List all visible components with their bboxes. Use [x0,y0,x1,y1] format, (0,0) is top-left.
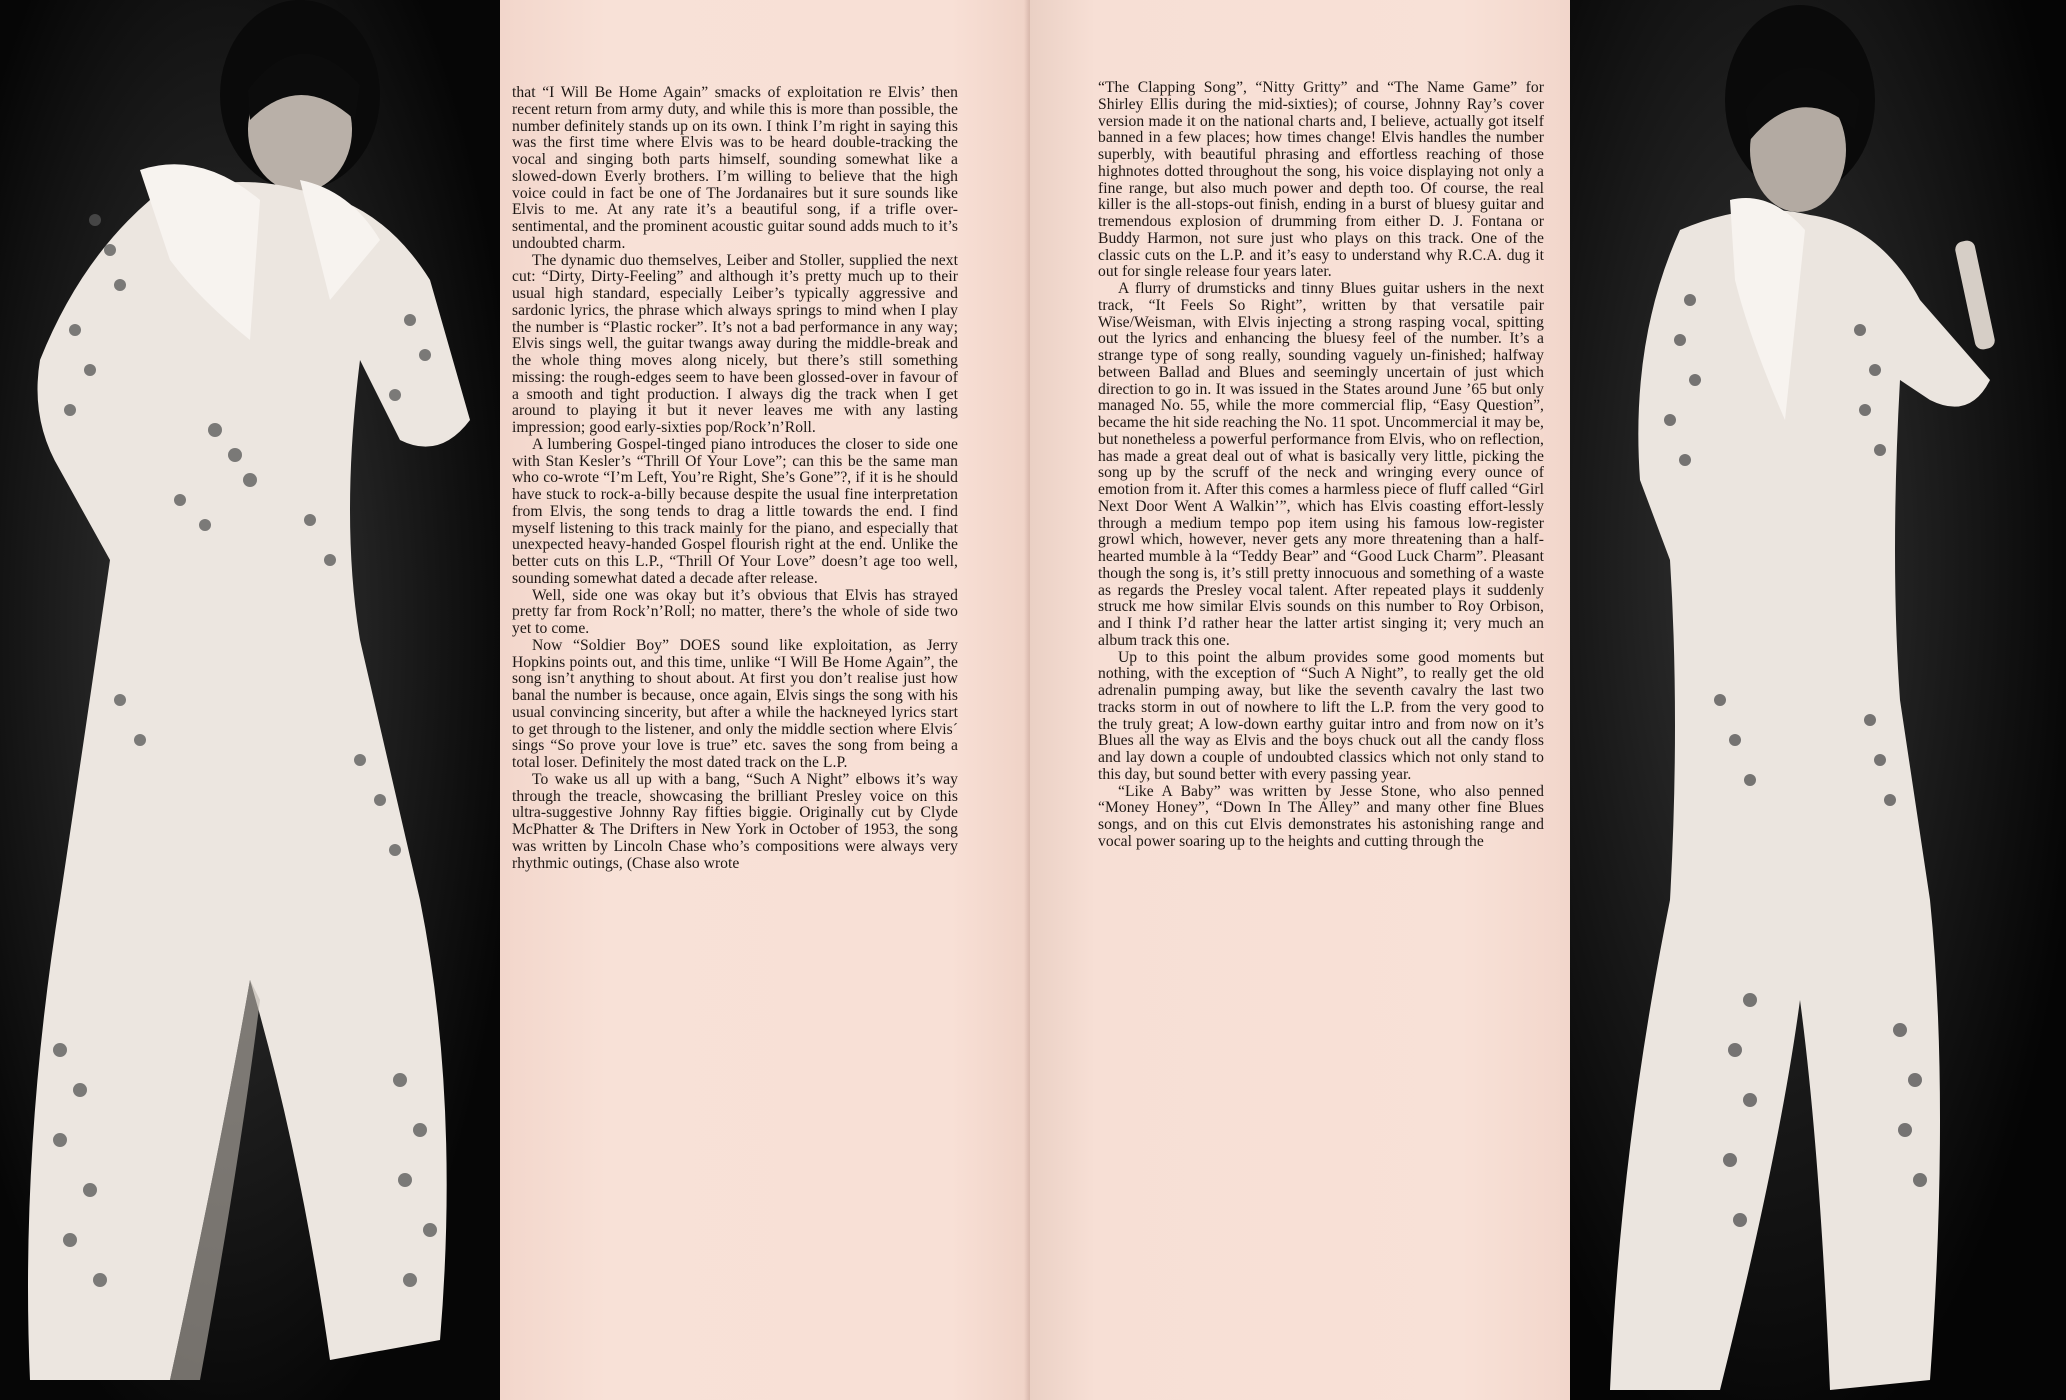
paragraph: that “I Will Be Home Again” smacks of exploitation re Elvis’ then recent return from army duty, and while this is more than possible, the number definitely stands up on its own. I think I’m right in saying this was the first time where Elvis was to be heard double-tracking the vocal and singing both parts himself, sounding somewhat like a slowed-down Everly brothers. I’m willing to believe that the high voice could in fact be one of The Jordanaires but it sure sounds like Elvis to me. At any rate it’s a beautiful song, if a trifle over-sentimental, and the prominent acoustic guitar sound adds much to it’s undoubted charm. [512,84,958,252]
paragraph: “Like A Baby” was written by Jesse Stone, who also penned “Money Honey”, “Down In The Alley” and many other fine Blues songs, and on this cut Elvis demonstrates his astonishing range and vocal power soaring up to the heights and cutting through the [1098,782,1544,850]
left-photo [0,0,500,1400]
performer-photo-right [1570,0,2066,1400]
paragraph: A lumbering Gospel-tinged piano introduces the closer to side one with Stan Kesler’s “Thrill Of Your Love”; can this be the same man who co-wrote “I’m Left, You’re Right, She’s Gone”?, if it is he should have stuck to rock-a-billy because despite the usual fine interpretation from Elvis, the song tends to drag a little towards the end. I find myself listening to this track mainly for the piano, and especially that unexpected heavy-handed Gospel flourish right at the end. Unlike the better cuts on this L.P., “Thrill Of Your Love” doesn’t age too well, sounding somewhat dated a decade after release. [512,435,958,587]
paragraph: A flurry of drumsticks and tinny Blues guitar ushers in the next track, “It Feels So Right”, written by that versatile pair Wise/Weisman, with Elvis injecting a strong rasping vocal, spitting out the lyrics and enhancing the bluesy feel of the number. It’s a strange type of song really, sounding vaguely un-finished; halfway between Ballad and Blues and seemingly uncertain of just which direction to go in. It was issued in the States around June ’65 but only managed No. 55, while the more commercial flip, “Easy Question”, became the hit side reaching the No. 11 spot. Uncommercial it may be, but nonetheless a powerful performance from Elvis, who on reflection, has made a great deal out of what is basically very little, picking the song up by the scruff of the neck and wringing every ounce of emotion from it. After this comes a harmless piece of fluff called “Girl Next Door Went A Walkin’”, which has Elvis coasting effort-lessly through a medium tempo pop item using his famous low-register growl which, however, never gets any more threatening than a half-hearted mumble à la “Teddy Bear” and “Good Luck Charm”. Pleasant though the song is, it’s still pretty innocuous and something of a waste as regards the Presley vocal talent. After repeated plays it suddenly struck me how similar Elvis sounds on this number to Roy Orbison, and I think I’d rather hear the latter artist singing it; very much an album track this one. [1098,280,1544,649]
performer-photo-left [0,0,500,1400]
right-text-column [1098,80,1544,851]
left-text-page [500,0,1030,1400]
paragraph: To wake us all up with a bang, “Such A Night” elbows it’s way through the treacle, showcasing the brilliant Presley voice on this ultra-suggestive Johnny Ray fifties biggie. Originally cut by Clyde McPhatter & The Drifters in New York in October of 1953, the song was written by Lincoln Chase who’s compositions were always very rhythmic outings, (Chase also wrote [512,770,958,872]
paragraph: Well, side one was okay but it’s obvious that Elvis has strayed pretty far from Rock’n’Roll; no matter, there’s the whole of side two yet to come. [512,586,958,637]
left-text-column [512,85,958,872]
right-photo [1570,0,2066,1400]
paragraph: “The Clapping Song”, “Nitty Gritty” and “The Name Game” for Shirley Ellis during the mid-sixties); of course, Johnny Ray’s cover version made it on the national charts and, I believe, actually got itself banned in a few places; how times change! Elvis handles the number superbly, with beautiful phrasing and effortless reaching of those highnotes dotted throughout the song, his voice displaying not only a fine range, but also much power and depth too. Of course, the real killer is the all-stops-out finish, ending in a burst of bluesy guitar and tremendous explosion of drumming from either D. J. Fontana or Buddy Harmon, not sure just who plays on this track. One of the classic cuts on the L.P. and it’s easy to understand why R.C.A. dug it out for single release four years later. [1098,79,1544,281]
paragraph: The dynamic duo themselves, Leiber and Stoller, supplied the next cut: “Dirty, Dirty-Feeling” and although it’s pretty much up to their usual high standard, especially Leiber’s typically aggressive and sardonic lyrics, the phrase which always springs to mind when I play the number is “Plastic rocker”. It’s not a bad performance in any way; Elvis sings well, the guitar twangs away during the middle-break and the whole thing moves along nicely, but there’s still something missing: the rough-edges seem to have been glossed-over in favour of a smooth and tight production. I always dig the track when I get around to playing it but it never leaves me with any lasting impression; good early-sixties pop/Rock’n’Roll. [512,251,958,436]
right-text-page [1030,0,1570,1400]
paragraph: Up to this point the album provides some good moments but nothing, with the exception of “Such A Night”, to really get the old adrenalin pumping away, but like the seventh cavalry the last two tracks storm in out of nowhere to lift the L.P. from the very good to the truly great; A low-down earthy guitar intro and from now on it’s Blues all the way as Elvis and the boys chuck out all the candy floss and lay down a couple of undoubted classics which not only stand to this day, but sound better with every passing year. [1098,648,1544,783]
paragraph: Now “Soldier Boy” DOES sound like exploitation, as Jerry Hopkins points out, and this time, unlike “I Will Be Home Again”, the song isn’t anything to shout about. At first you don’t realise just how banal the number is because, once again, Elvis sings the song with his usual convincing sincerity, but after a while the hackneyed lyrics start to get through to the listener, and only the middle section where Elvis´ sings “So prove your love is true” etc. saves the song from being a total loser. Definitely the most dated track on the L.P. [512,636,958,771]
